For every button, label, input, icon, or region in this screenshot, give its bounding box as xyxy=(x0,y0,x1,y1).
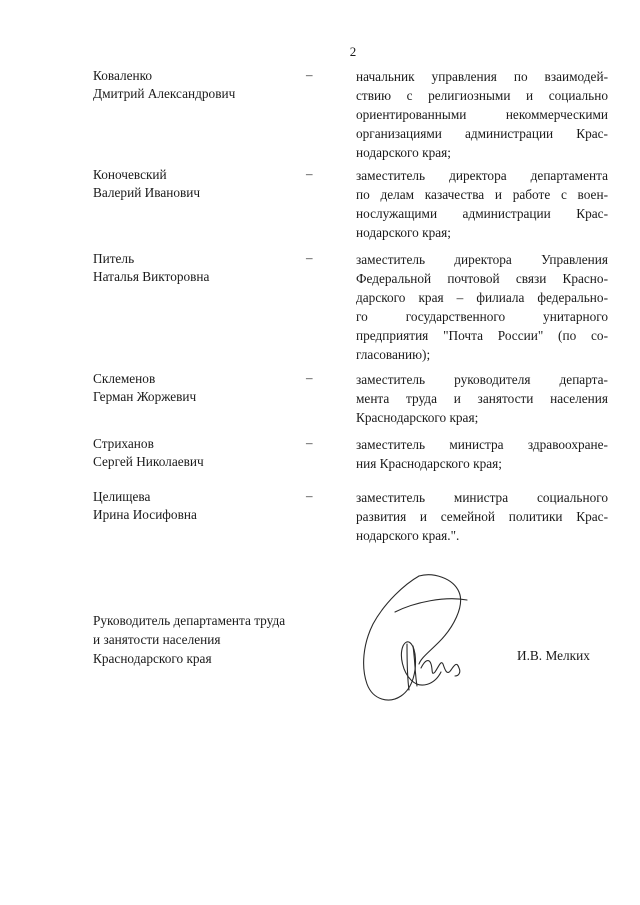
position-line: го государственного унитарного xyxy=(356,309,608,324)
position-line: ствию с религиозными и социально xyxy=(356,88,608,103)
position-line: организациями администрации Крас- xyxy=(356,126,608,141)
position-line: дарского края – филиала федерально- xyxy=(356,290,608,305)
member-name xyxy=(93,435,303,471)
position-line: Федеральной почтовой связи Красно- xyxy=(356,271,608,286)
dash: – xyxy=(306,250,313,265)
signatory-title-line: Краснодарского края xyxy=(93,651,212,666)
position-line: нодарского края; xyxy=(356,145,451,160)
position-line: нодарского края.". xyxy=(356,528,460,543)
member-position xyxy=(356,370,608,427)
position-line: заместитель директора департамента xyxy=(356,168,608,183)
dash: – xyxy=(306,488,313,503)
member-name xyxy=(93,488,303,524)
member-name xyxy=(93,67,303,103)
member-position xyxy=(356,166,608,242)
signatory-title-line: и занятости населения xyxy=(93,632,221,647)
member-name xyxy=(93,166,303,202)
member-given-names: Ирина Иосифовна xyxy=(93,507,197,522)
member-position xyxy=(356,250,608,364)
dash: – xyxy=(306,67,313,82)
signatory-title xyxy=(93,611,333,668)
member-position xyxy=(356,435,608,473)
member-surname: Стриханов xyxy=(93,436,154,451)
member-surname: Склеменов xyxy=(93,371,156,386)
member-position xyxy=(356,67,608,162)
member-given-names: Сергей Николаевич xyxy=(93,454,204,469)
position-line: ния Краснодарского края; xyxy=(356,456,502,471)
position-line: заместитель министра социального xyxy=(356,490,608,505)
member-name xyxy=(93,250,303,286)
position-line: нодарского края; xyxy=(356,225,451,240)
member-surname: Питель xyxy=(93,251,135,266)
signer-name: И.В. Мелких xyxy=(517,648,590,663)
member-given-names: Валерий Иванович xyxy=(93,185,201,200)
member-given-names: Наталья Викторовна xyxy=(93,269,210,284)
handwritten-signature xyxy=(355,572,485,707)
member-surname: Коночевский xyxy=(93,167,167,182)
position-line: по делам казачества и работе с воен- xyxy=(356,187,608,202)
position-line: нослужащими администрации Крас- xyxy=(356,206,608,221)
member-position xyxy=(356,488,608,545)
dash: – xyxy=(306,435,313,450)
member-surname: Целищева xyxy=(93,489,151,504)
member-given-names: Герман Жоржевич xyxy=(93,389,197,404)
dash: – xyxy=(306,370,313,385)
position-line: гласованию); xyxy=(356,347,431,362)
member-given-names: Дмитрий Александрович xyxy=(93,86,236,101)
dash: – xyxy=(306,166,313,181)
member-name xyxy=(93,370,303,406)
position-line: начальник управления по взаимодей- xyxy=(356,69,608,84)
position-line: развития и семейной политики Крас- xyxy=(356,509,608,524)
position-line: Краснодарского края; xyxy=(356,410,479,425)
signatory-title-line: Руководитель департамента труда xyxy=(93,613,286,628)
member-surname: Коваленко xyxy=(93,68,153,83)
position-line: заместитель руководителя департа- xyxy=(356,372,608,387)
position-line: заместитель директора Управления xyxy=(356,252,608,267)
page-number: 2 xyxy=(349,44,357,59)
position-line: мента труда и занятости населения xyxy=(356,391,608,406)
position-line: ориентированными некоммерческими xyxy=(356,107,608,122)
position-line: заместитель министра здравоохране- xyxy=(356,437,608,452)
position-line: предприятия "Почта России" (по со- xyxy=(356,328,608,343)
